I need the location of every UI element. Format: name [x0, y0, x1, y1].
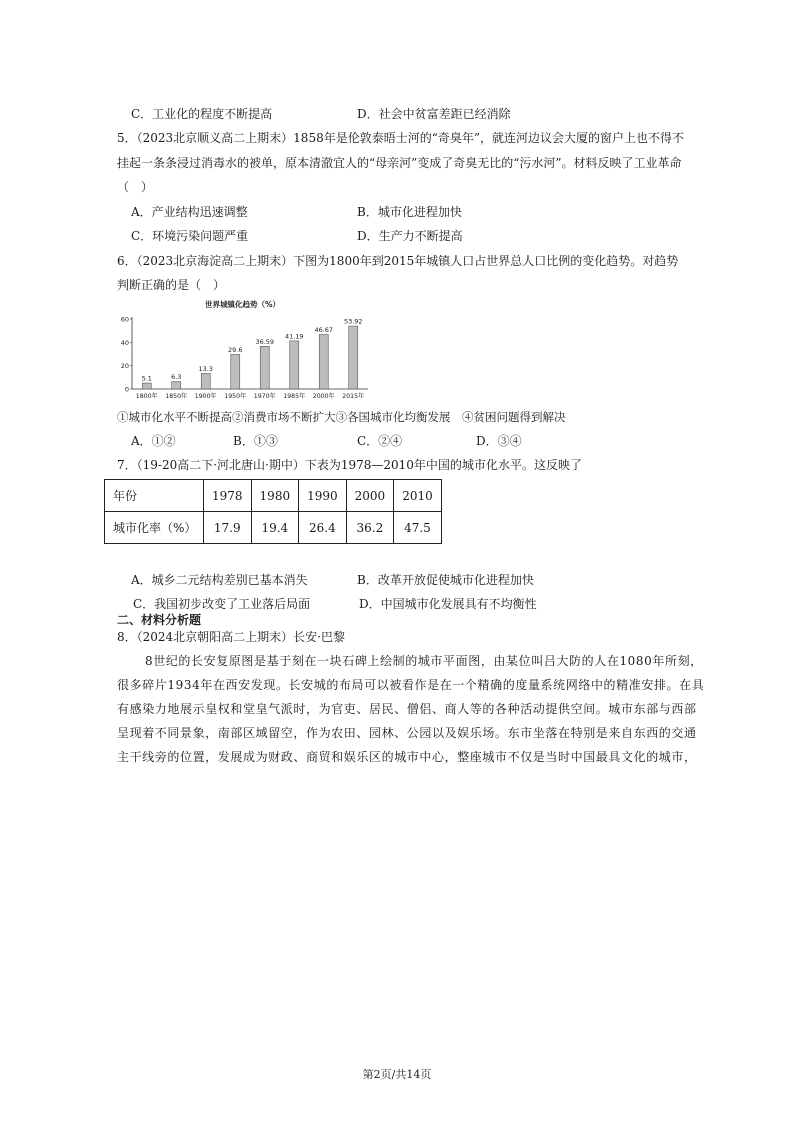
x-tick-label: 1900年: [194, 393, 217, 400]
page-number: 第2页/共14页: [362, 1068, 432, 1081]
x-tick-label: 1850年: [165, 393, 188, 400]
chart-bar: [260, 346, 269, 389]
q5-stem-line1: 5．（2023北京顺义高二上期末）1858年是伦敦泰晤士河的“奇臭年”，就连河边议会大厦的窗户上也不得不: [117, 131, 684, 145]
table-cell: 47.5: [394, 512, 442, 544]
q8-paragraph-line5: 主干线旁的位置，发展成为财政、商贸和娱乐区的城市中心，整座城市不仅是当时中国最具文化的城市，: [117, 750, 697, 764]
q5-stem-line3: （ ）: [117, 180, 154, 194]
data-label: 29.6: [228, 345, 243, 354]
chart-bar: [172, 382, 181, 389]
chart-bar: [201, 373, 210, 389]
data-label: 53.92: [343, 317, 363, 326]
q6-option-a: A．①②: [131, 434, 176, 448]
chart-bar: [231, 354, 240, 389]
urbanization-bar-chart: [110, 296, 380, 404]
q5-option-b: B．城市化进程加快: [357, 205, 462, 219]
chart-bar: [349, 326, 358, 389]
q6-stem-line1: 6．（2023北京海淀高二上期末）下图为1800年到2015年城镇人口占世界总人口比例的变化趋势。对趋势: [117, 254, 679, 268]
x-tick-label: 1970年: [253, 393, 276, 400]
table-cell: 26.4: [299, 512, 347, 544]
q8-stem: 8．（2024北京朝阳高二上期末）长安·巴黎: [117, 630, 345, 644]
x-tick-label: 1950年: [224, 393, 247, 400]
table-cell: 1990: [299, 480, 347, 512]
q7-option-b: B．改革开放促使城市化进程加快: [357, 573, 534, 587]
q8-paragraph-line1: 8世纪的长安复原图是基于刻在一块石碑上绘制的城市平面图，由某位叫吕大防的人在1080年所刻，: [145, 654, 703, 668]
table-header-rate: 城市化率（%）: [105, 512, 204, 544]
x-tick-label: 2015年: [342, 393, 365, 400]
x-tick-label: 2000年: [312, 393, 335, 400]
q6-option-b: B．①③: [233, 434, 278, 448]
q7-option-c: C．我国初步改变了工业落后局面: [133, 597, 311, 611]
q7-option-d: D．中国城市化发展具有不均衡性: [359, 597, 537, 611]
y-tick-label: 0: [124, 385, 129, 394]
q8-paragraph-line3: 有感染力地展示皇权和堂皇气派时，为官吏、居民、僧侣、商人等的各种活动提供空间。城市东部与西部: [117, 702, 697, 716]
table-cell: 2000: [346, 480, 394, 512]
q6-statements: ①城市化水平不断提高②消费市场不断扩大③各国城市化均衡发展 ④贫困问题得到解决: [117, 410, 566, 424]
q6-stem-line2: 判断正确的是（ ）: [117, 278, 226, 292]
section-heading: 二、材料分析题: [117, 613, 202, 627]
table-cell: 1980: [251, 480, 299, 512]
q4-option-c: C．工业化的程度不断提高: [131, 107, 273, 121]
table-cell: 17.9: [204, 512, 252, 544]
q8-paragraph-line4: 呈现着不同景象，南部区域留空，作为农田、园林、公园以及娱乐场。东市坐落在特别是来自东西的交通: [117, 726, 697, 740]
chart-bar: [290, 341, 299, 389]
table-header-year: 年份: [105, 480, 204, 512]
data-label: 13.3: [198, 364, 213, 373]
q7-stem: 7．（19-20高二下·河北唐山·期中）下表为1978—2010年中国的城市化水平。这反映了: [117, 458, 582, 472]
urbanization-table: [104, 479, 442, 544]
table-cell: 36.2: [346, 512, 394, 544]
table-cell: 19.4: [251, 512, 299, 544]
y-tick-label: 40: [120, 338, 129, 347]
y-tick-label: 60: [120, 315, 129, 324]
q8-paragraph-line2: 很多碎片1934年在西安发现。长安城的布局可以被看作是在一个精确的度量系统网络中的精准安排。在具: [117, 678, 705, 692]
data-label: 36.59: [255, 337, 275, 346]
x-tick-label: 1985年: [283, 393, 306, 400]
data-label: 41.19: [284, 332, 304, 341]
chart-title: 世界城镇化趋势（%）: [205, 300, 281, 309]
q4-option-d: D．社会中贫富差距已经消除: [357, 107, 511, 121]
table-row: [105, 480, 442, 512]
q5-stem-line2: 挂起一条条浸过消毒水的被单，原本清澈宜人的“母亲河”变成了奇臭无比的“污水河”。材料反映了工业革命: [117, 156, 682, 170]
x-tick-label: 1800年: [135, 393, 158, 400]
q5-option-c: C．环境污染问题严重: [131, 229, 249, 243]
table-cell: 2010: [394, 480, 442, 512]
q5-option-d: D．生产力不断提高: [357, 229, 463, 243]
chart-bar: [319, 335, 328, 389]
q5-option-a: A．产业结构迅速调整: [131, 205, 248, 219]
q7-option-a: A．城乡二元结构差别已基本消失: [131, 573, 308, 587]
table-row: [105, 512, 442, 544]
table-cell: 1978: [204, 480, 252, 512]
q6-option-d: D．③④: [476, 434, 522, 448]
q6-option-c: C．②④: [357, 434, 403, 448]
chart-bar: [142, 383, 151, 389]
data-label: 6.3: [171, 373, 182, 382]
y-tick-label: 20: [120, 362, 129, 371]
data-label: 46.67: [314, 326, 334, 335]
data-label: 5.1: [141, 374, 152, 383]
